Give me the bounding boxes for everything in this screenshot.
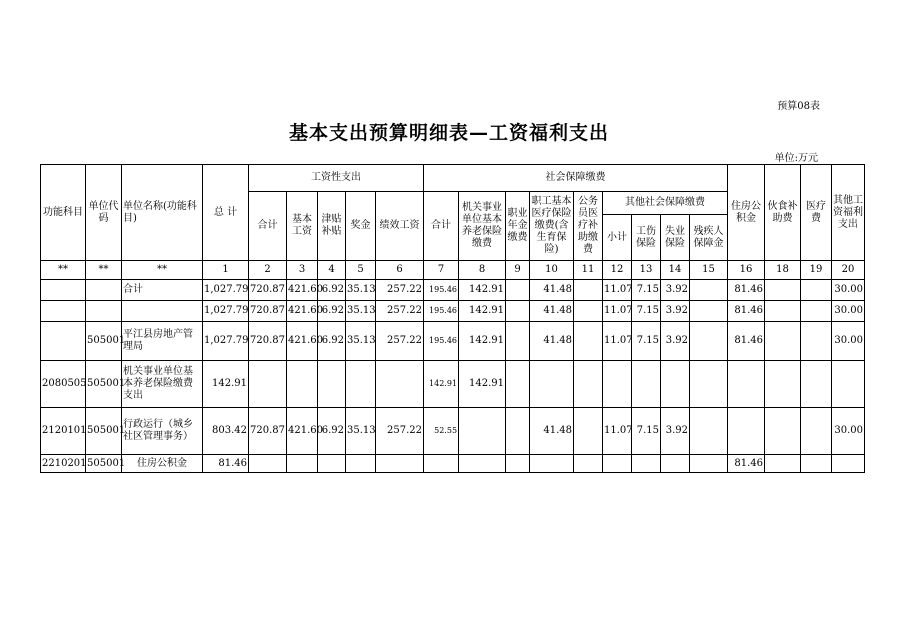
cell-value [801,280,832,301]
cell-value: 35.13 [346,322,376,361]
col-number: 8 [459,261,506,280]
col-number: 2 [249,261,287,280]
cell-value: 257.22 [376,322,424,361]
col-number: 10 [530,261,574,280]
cell-code: 505001 [86,455,122,473]
header-civil-medical: 公务员医疗补助缴费 [574,192,603,261]
cell-value: 81.46 [728,301,765,322]
cell-name: 机关事业单位基本养老保险缴费支出 [122,361,203,408]
cell-value: 30.00 [832,280,865,301]
cell-value: 720.87 [249,322,287,361]
cell-value: 11.07 [603,408,632,455]
col-number: 18 [765,261,801,280]
cell-value [287,455,318,473]
cell-value: 720.87 [249,301,287,322]
page-title: 基本支出预算明细表—工资福利支出 [288,122,609,144]
cell-total: 1,027.79 [203,301,249,322]
header-med-fee: 医疗费 [801,165,832,261]
cell-value [632,455,661,473]
cell-value: 3.92 [661,280,690,301]
cell-value [506,301,530,322]
table-row [41,361,865,408]
col-number: 3 [287,261,318,280]
cell-value [690,455,728,473]
cell-value: 81.46 [728,455,765,473]
cell-value: 30.00 [832,408,865,455]
cell-value [287,361,318,408]
cell-value: 142.91 [459,280,506,301]
cell-value: 3.92 [661,322,690,361]
cell-value [318,455,346,473]
cell-value [690,361,728,408]
cell-value [765,455,801,473]
header-wage-group: 工资性支出 [249,165,424,192]
cell-code [86,280,122,301]
table-row [41,301,865,322]
cell-value [459,455,506,473]
cell-value: 195.46 [424,280,459,301]
cell-value [506,455,530,473]
cell-value [574,301,603,322]
col-number: ** [41,261,86,280]
cell-value: 257.22 [376,301,424,322]
cell-value: 3.92 [661,408,690,455]
cell-value [765,301,801,322]
cell-value: 6.92 [318,301,346,322]
cell-value [574,455,603,473]
cell-value: 720.87 [249,408,287,455]
cell-value [690,280,728,301]
cell-value: 7.15 [632,301,661,322]
cell-value: 35.13 [346,301,376,322]
cell-total: 142.91 [203,361,249,408]
cell-value [765,322,801,361]
col-number: 6 [376,261,424,280]
cell-func: 2080505 [41,361,86,408]
header-func-subject: 功能科目 [41,165,86,261]
header-unemployment: 失业保险 [661,215,690,261]
cell-value: 11.07 [603,301,632,322]
header-housing: 住房公积金 [728,165,765,261]
cell-value [506,280,530,301]
table-code: 预算08表 [777,101,820,112]
cell-value [801,322,832,361]
cell-value: 35.13 [346,408,376,455]
col-number: 7 [424,261,459,280]
header-unit-code: 单位代码 [86,165,122,261]
col-number: 1 [203,261,249,280]
cell-value: 142.91 [459,361,506,408]
cell-value [346,361,376,408]
cell-value [801,301,832,322]
cell-func: 2210201 [41,455,86,473]
cell-func [41,301,86,322]
cell-value [574,408,603,455]
cell-value [424,455,459,473]
col-number: 16 [728,261,765,280]
cell-func [41,322,86,361]
col-number: 15 [690,261,728,280]
col-number: 12 [603,261,632,280]
cell-value [690,322,728,361]
cell-value [765,408,801,455]
table-row [41,322,865,361]
header-other-subtotal: 小计 [603,215,632,261]
table-row [41,408,865,455]
cell-value [728,361,765,408]
cell-code [86,301,122,322]
header-total: 总 计 [203,165,249,261]
header-pension: 机关事业单位基本养老保险缴费 [459,192,506,261]
cell-value: 41.48 [530,322,574,361]
cell-value [574,322,603,361]
cell-value: 142.91 [424,361,459,408]
header-basic-wage: 基本工资 [287,192,318,261]
cell-value [376,455,424,473]
cell-value [376,361,424,408]
cell-value: 6.92 [318,280,346,301]
cell-value: 421.60 [287,408,318,455]
header-medical: 职工基本医疗保险缴费(含生育保险) [530,192,574,261]
cell-value [530,361,574,408]
cell-value: 52.55 [424,408,459,455]
header-bonus: 奖金 [346,192,376,261]
cell-value [690,408,728,455]
cell-value [765,361,801,408]
col-number: 4 [318,261,346,280]
cell-value: 41.48 [530,280,574,301]
header-performance-wage: 绩效工资 [376,192,424,261]
cell-value [632,361,661,408]
cell-value [346,455,376,473]
col-number: 13 [632,261,661,280]
cell-func [41,280,86,301]
cell-value: 7.15 [632,280,661,301]
header-other-welfare: 其他工资福利支出 [832,165,865,261]
cell-value [530,455,574,473]
column-number-row [41,261,865,280]
header-social-group: 社会保障缴费 [424,165,728,192]
cell-value: 6.92 [318,322,346,361]
col-number: ** [86,261,122,280]
cell-value [506,408,530,455]
header-other-social-group: 其他社会保障缴费 [603,192,728,215]
cell-value: 421.60 [287,280,318,301]
cell-value [801,408,832,455]
cell-name: 住房公积金 [122,455,203,473]
cell-value: 30.00 [832,322,865,361]
cell-value: 257.22 [376,280,424,301]
cell-name: 平江县房地产管理局 [122,322,203,361]
cell-value [603,361,632,408]
cell-value [574,361,603,408]
cell-value [249,455,287,473]
cell-value [832,455,865,473]
header-wage-subtotal: 合计 [249,192,287,261]
cell-value [801,361,832,408]
col-number: 19 [801,261,832,280]
cell-code: 505001 [86,408,122,455]
cell-value: 7.15 [632,408,661,455]
cell-value: 6.92 [318,408,346,455]
cell-value [249,361,287,408]
cell-total: 803.42 [203,408,249,455]
cell-value: 41.48 [530,408,574,455]
cell-value [661,455,690,473]
cell-value: 421.60 [287,301,318,322]
header-social-subtotal: 合计 [424,192,459,261]
budget-table [40,164,865,473]
cell-value: 3.92 [661,301,690,322]
header-unit-name: 单位名称(功能科目) [122,165,203,261]
cell-value: 11.07 [603,280,632,301]
cell-value [603,455,632,473]
cell-value: 81.46 [728,280,765,301]
cell-value [690,301,728,322]
unit-label: 单位:万元 [774,153,818,164]
cell-total: 81.46 [203,455,249,473]
cell-code: 505001 [86,361,122,408]
header-disability: 残疾人保障金 [690,215,728,261]
header-annuity: 职业年金缴费 [506,192,530,261]
cell-name: 合计 [122,280,203,301]
cell-value [459,408,506,455]
cell-value: 35.13 [346,280,376,301]
col-number: 11 [574,261,603,280]
cell-value [506,361,530,408]
col-number: 9 [506,261,530,280]
header-injury: 工伤保险 [632,215,661,261]
cell-value: 30.00 [832,301,865,322]
col-number: 14 [661,261,690,280]
cell-value: 257.22 [376,408,424,455]
cell-value [661,361,690,408]
col-number: ** [122,261,203,280]
col-number: 20 [832,261,865,280]
table-row [41,455,865,473]
cell-value: 81.46 [728,322,765,361]
cell-value [318,361,346,408]
cell-value: 195.46 [424,322,459,361]
cell-value: 195.46 [424,301,459,322]
cell-value [574,280,603,301]
cell-value: 11.07 [603,322,632,361]
header-allowance: 津贴补贴 [318,192,346,261]
col-number: 5 [346,261,376,280]
cell-name [122,301,203,322]
cell-value [728,408,765,455]
cell-value [506,322,530,361]
cell-total: 1,027.79 [203,322,249,361]
cell-total: 1,027.79 [203,280,249,301]
cell-value [832,361,865,408]
cell-value: 142.91 [459,301,506,322]
cell-value: 421.60 [287,322,318,361]
table-row-total [41,280,865,301]
cell-value: 142.91 [459,322,506,361]
cell-name: 行政运行（城乡社区管理事务） [122,408,203,455]
cell-value: 41.48 [530,301,574,322]
cell-value [765,280,801,301]
cell-func: 2120101 [41,408,86,455]
cell-code: 505001 [86,322,122,361]
cell-value: 7.15 [632,322,661,361]
header-meal: 伙食补助费 [765,165,801,261]
cell-value [801,455,832,473]
cell-value: 720.87 [249,280,287,301]
